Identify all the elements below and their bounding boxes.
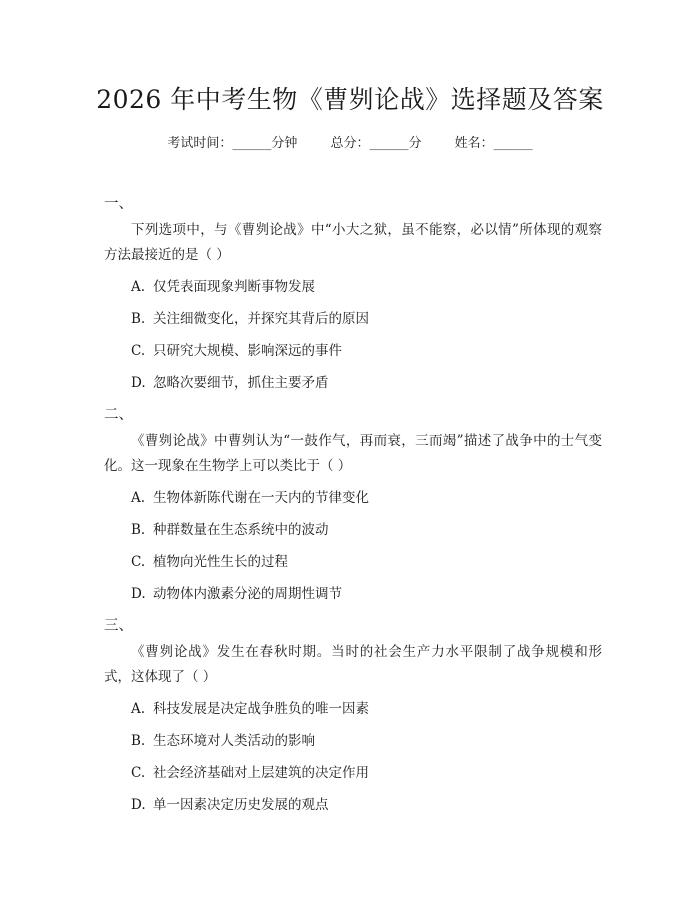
question-2-option-d: [131, 582, 342, 602]
name-label: 姓名：: [454, 136, 494, 151]
option-key: D.: [131, 375, 146, 391]
name-blank: ______: [493, 136, 533, 151]
question-3-number: 三、: [104, 618, 133, 634]
option-key: A.: [131, 701, 146, 717]
option-text: 生物体新陈代谢在一天内的节律变化: [153, 490, 369, 506]
question-3-option-d: [131, 793, 329, 813]
score-unit: 分: [408, 136, 422, 151]
time-label: 考试时间：: [167, 136, 233, 151]
option-text: 仅凭表面现象判断事物发展: [153, 279, 315, 295]
option-text: 只研究大规模、影响深远的事件: [153, 343, 342, 359]
question-1-option-b: [131, 307, 369, 327]
time-unit: 分钟: [271, 136, 298, 151]
question-2-option-b: [131, 518, 329, 538]
question-2-stem: 《曹刿论战》中曹刿认为“一鼓作气，再而衰，三而竭”描述了战争中的士气变化。这一现象在生物学上可以类比于（ ）: [104, 433, 602, 474]
question-1-option-c: [131, 339, 342, 359]
time-blank: ______: [232, 136, 272, 151]
option-key: C.: [131, 765, 146, 781]
option-text: 关注细微变化，并探究其背后的原因: [153, 311, 369, 327]
option-text: 单一因素决定历史发展的观点: [153, 797, 329, 813]
exam-meta-line: [0, 132, 700, 151]
option-key: D.: [131, 797, 146, 813]
option-key: B.: [131, 733, 146, 749]
option-text: 生态环境对人类活动的影响: [153, 733, 315, 749]
option-text: 植物向光性生长的过程: [153, 554, 288, 570]
option-key: B.: [131, 311, 146, 327]
option-text: 科技发展是决定战争胜负的唯一因素: [153, 701, 369, 717]
score-blank: ______: [369, 136, 409, 151]
question-2-option-a: [131, 486, 369, 506]
question-2-number: 二、: [104, 407, 133, 423]
option-text: 动物体内激素分泌的周期性调节: [153, 586, 342, 602]
option-key: A.: [131, 279, 146, 295]
question-3-option-c: [131, 761, 369, 781]
option-text: 忽略次要细节，抓住主要矛盾: [153, 375, 329, 391]
option-key: A.: [131, 490, 146, 506]
question-1-number: 一、: [104, 196, 133, 212]
question-3-option-a: [131, 697, 369, 717]
option-text: 社会经济基础对上层建筑的决定作用: [153, 765, 369, 781]
option-key: B.: [131, 522, 146, 538]
question-1-option-a: [131, 275, 315, 295]
option-key: C.: [131, 343, 146, 359]
question-1-stem: 下列选项中，与《曹刿论战》中“小大之狱，虽不能察，必以情”所体现的观察方法最接近的是（ ）: [104, 222, 602, 263]
question-3-option-b: [131, 729, 315, 749]
score-label: 总分：: [330, 136, 370, 151]
page-title: 2026 年中考生物《曹刿论战》选择题及答案: [96, 85, 604, 114]
option-key: C.: [131, 554, 146, 570]
question-1-option-d: [131, 371, 329, 391]
option-key: D.: [131, 586, 146, 602]
question-2-option-c: [131, 550, 288, 570]
option-text: 种群数量在生态系统中的波动: [153, 522, 329, 538]
question-3-stem: 《曹刿论战》发生在春秋时期。当时的社会生产力水平限制了战争规模和形式，这体现了（ ）: [104, 644, 602, 685]
